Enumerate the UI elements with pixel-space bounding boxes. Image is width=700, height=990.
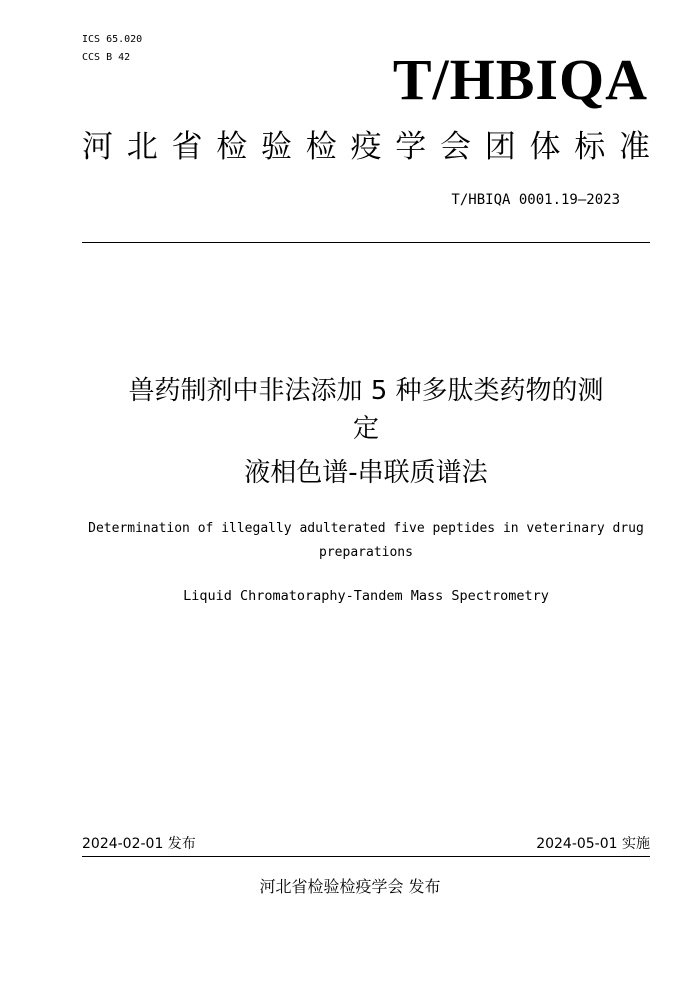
title-chinese-line2: 定 [352, 414, 379, 444]
org-char: 检 [305, 129, 337, 165]
footer-divider [82, 856, 650, 857]
title-english-line1: Determination of illegally adulterated five peptides in veterinary drug [88, 521, 644, 536]
standard-code: T/HBIQA 0001.19—2023 [451, 192, 620, 208]
title-english-line2: preparations [319, 545, 413, 560]
organization-standard-name [82, 126, 650, 168]
org-char: 河 [82, 129, 113, 165]
title-english [82, 517, 650, 565]
org-char: 学 [395, 129, 427, 165]
org-char: 会 [440, 129, 471, 165]
ccs-code: CCS B 42 [82, 52, 131, 63]
issue-date: 2024-02-01 发布 [82, 836, 196, 852]
org-char: 团 [484, 129, 516, 165]
subtitle-chinese: 液相色谱-串联质谱法 [244, 458, 488, 488]
title-chinese-line1: 兽药制剂中非法添加 5 种多肽类药物的测 [128, 376, 604, 406]
org-char: 标 [574, 129, 606, 165]
org-char: 准 [619, 129, 650, 165]
org-char: 体 [529, 129, 561, 165]
org-char: 疫 [350, 129, 382, 165]
ics-code: ICS 65.020 [82, 34, 143, 45]
org-char: 验 [261, 129, 292, 165]
method-english: Liquid Chromatoraphy-Tandem Mass Spectrometry [183, 588, 549, 604]
implementation-date: 2024-05-01 实施 [536, 836, 650, 852]
org-char: 省 [171, 129, 203, 165]
title-chinese [82, 372, 650, 448]
org-char: 北 [126, 129, 158, 165]
standard-logo: T/HBIQA [392, 47, 648, 112]
header-divider [82, 242, 650, 243]
issuer: 河北省检验检疫学会 发布 [259, 877, 441, 896]
org-char: 检 [216, 129, 248, 165]
